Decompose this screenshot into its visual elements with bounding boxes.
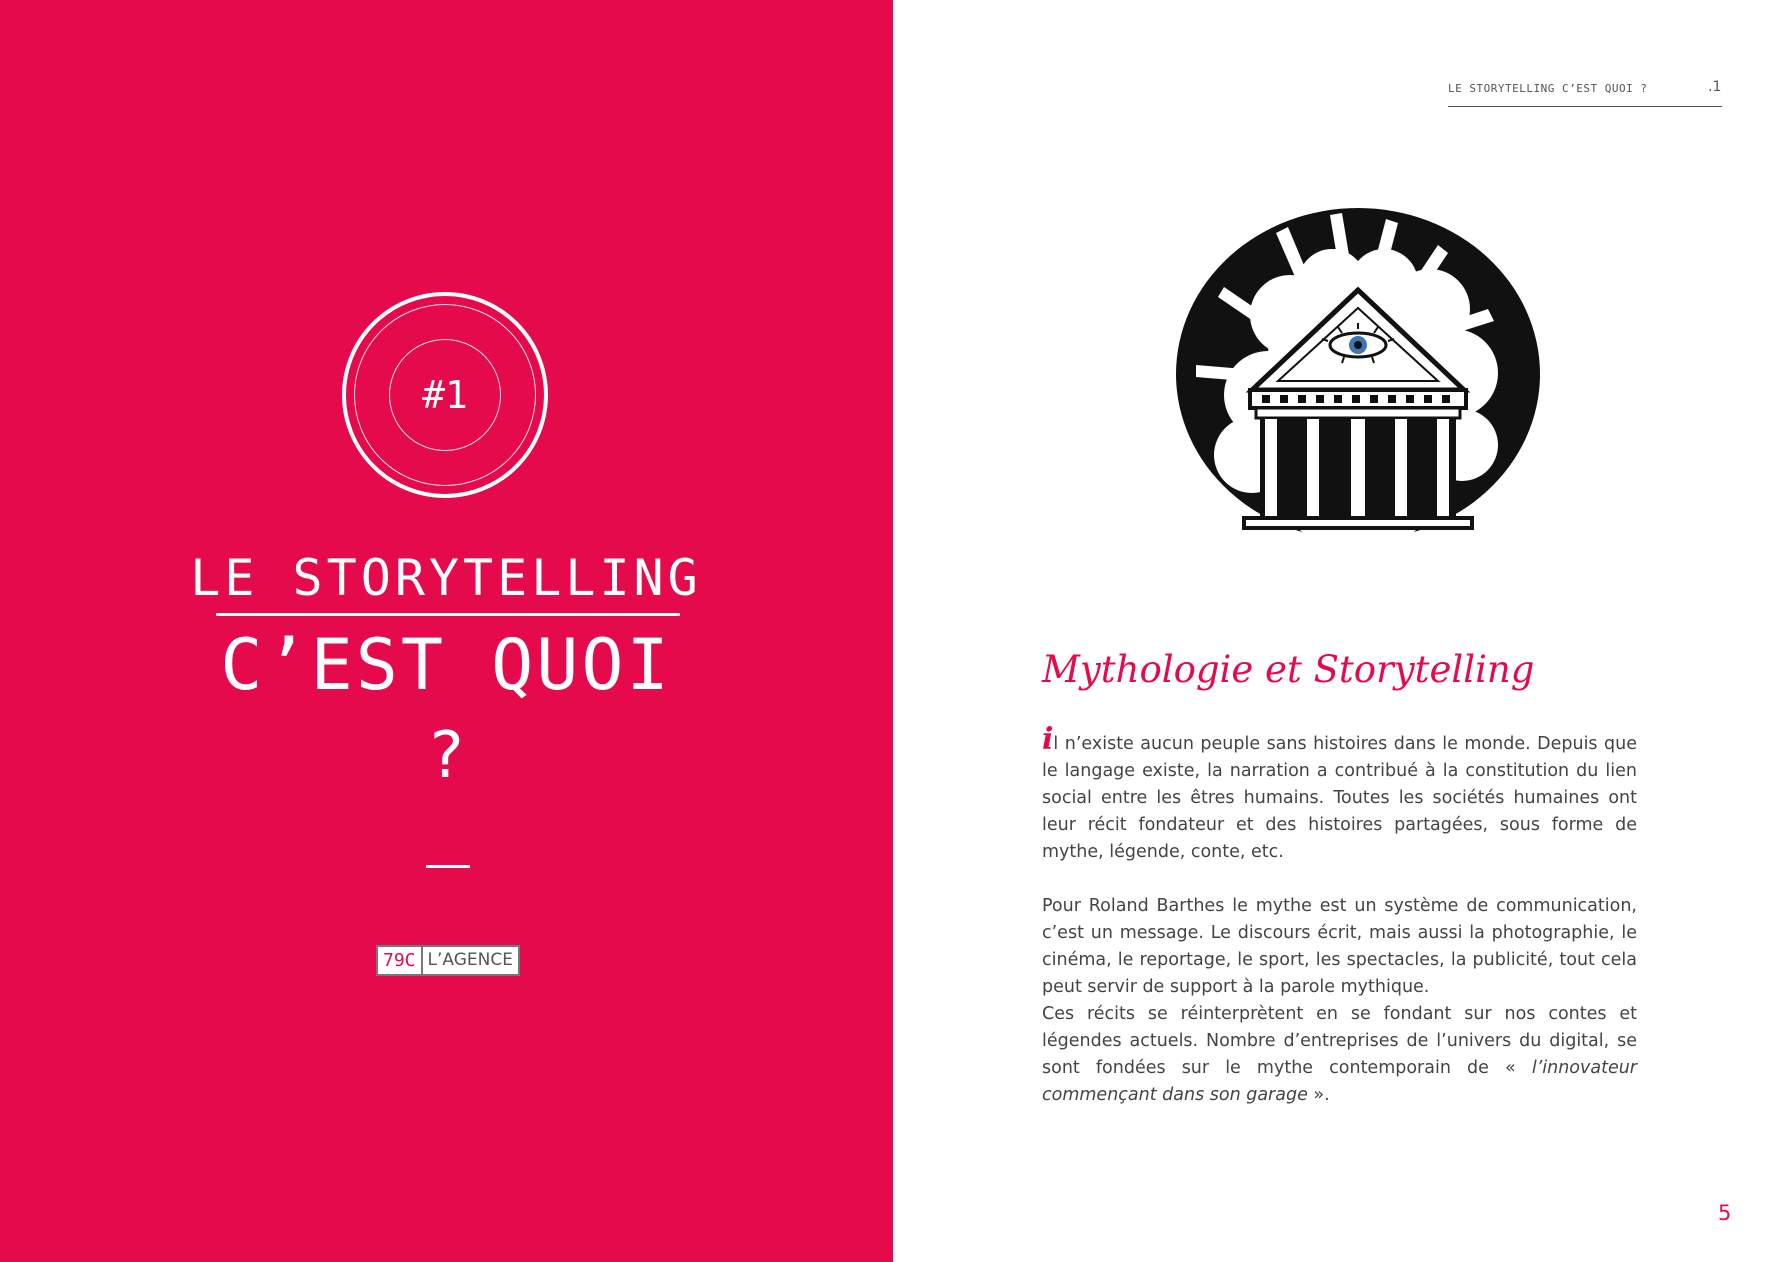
header-rule — [1448, 106, 1722, 107]
paragraph-3-end: ». — [1307, 1085, 1330, 1105]
logo-mark: 79C — [378, 947, 423, 974]
body-text — [1042, 722, 1637, 1109]
paragraph-3-quote: l’innovateur commençant dans son garage — [1042, 1058, 1637, 1105]
short-dash-divider — [426, 865, 470, 868]
logo-wordmark: L’AGENCE — [427, 950, 513, 970]
running-header: LE STORYTELLING C’EST QUOI ? — [1448, 82, 1648, 95]
paragraph-3-start: Ces récits se réinterprètent en se fondant sur nos contes et légendes actuels. Nombre d’entreprises de l’univers du digital, se sont fondées sur le mythe contemporain de « — [1042, 1004, 1637, 1078]
paragraph-1 — [1042, 722, 1637, 866]
paragraph-1-text: l n’existe aucun peuple sans histoires dans le monde. Depuis que le langage existe, la narration a contribué à la constitution du lien social entre les êtres humains. Toutes les sociétés humaines ont leur récit fondateur et des histoires partagées, sous forme de mythe, légende, conte, etc. — [1042, 734, 1637, 862]
chapter-title-line1: LE STORYTELLING — [190, 549, 702, 607]
paragraph-2: Pour Roland Barthes le mythe est un système de communication, c’est un message. Le discours écrit, mais aussi la photographie, le cinéma, le reportage, le sport, les spectacles, la publicité, tout cela peut servir de support à la parole mythique. — [1042, 896, 1637, 997]
section-title: Mythologie et Storytelling — [1042, 648, 1535, 691]
chapter-title-line3: ? — [426, 719, 466, 793]
page-number: 5 — [1718, 1201, 1732, 1225]
running-header-chapter: .1 — [1708, 79, 1722, 95]
paragraph-3 — [1042, 1001, 1637, 1109]
chapter-number: #1 — [422, 373, 468, 417]
temple-eye-icon — [1172, 205, 1544, 543]
chapter-badge — [342, 292, 548, 498]
chapter-title-line2: C’EST QUOI — [220, 624, 672, 706]
agency-logo — [376, 945, 520, 976]
drop-cap: i — [1042, 722, 1054, 757]
title-divider — [216, 613, 680, 616]
